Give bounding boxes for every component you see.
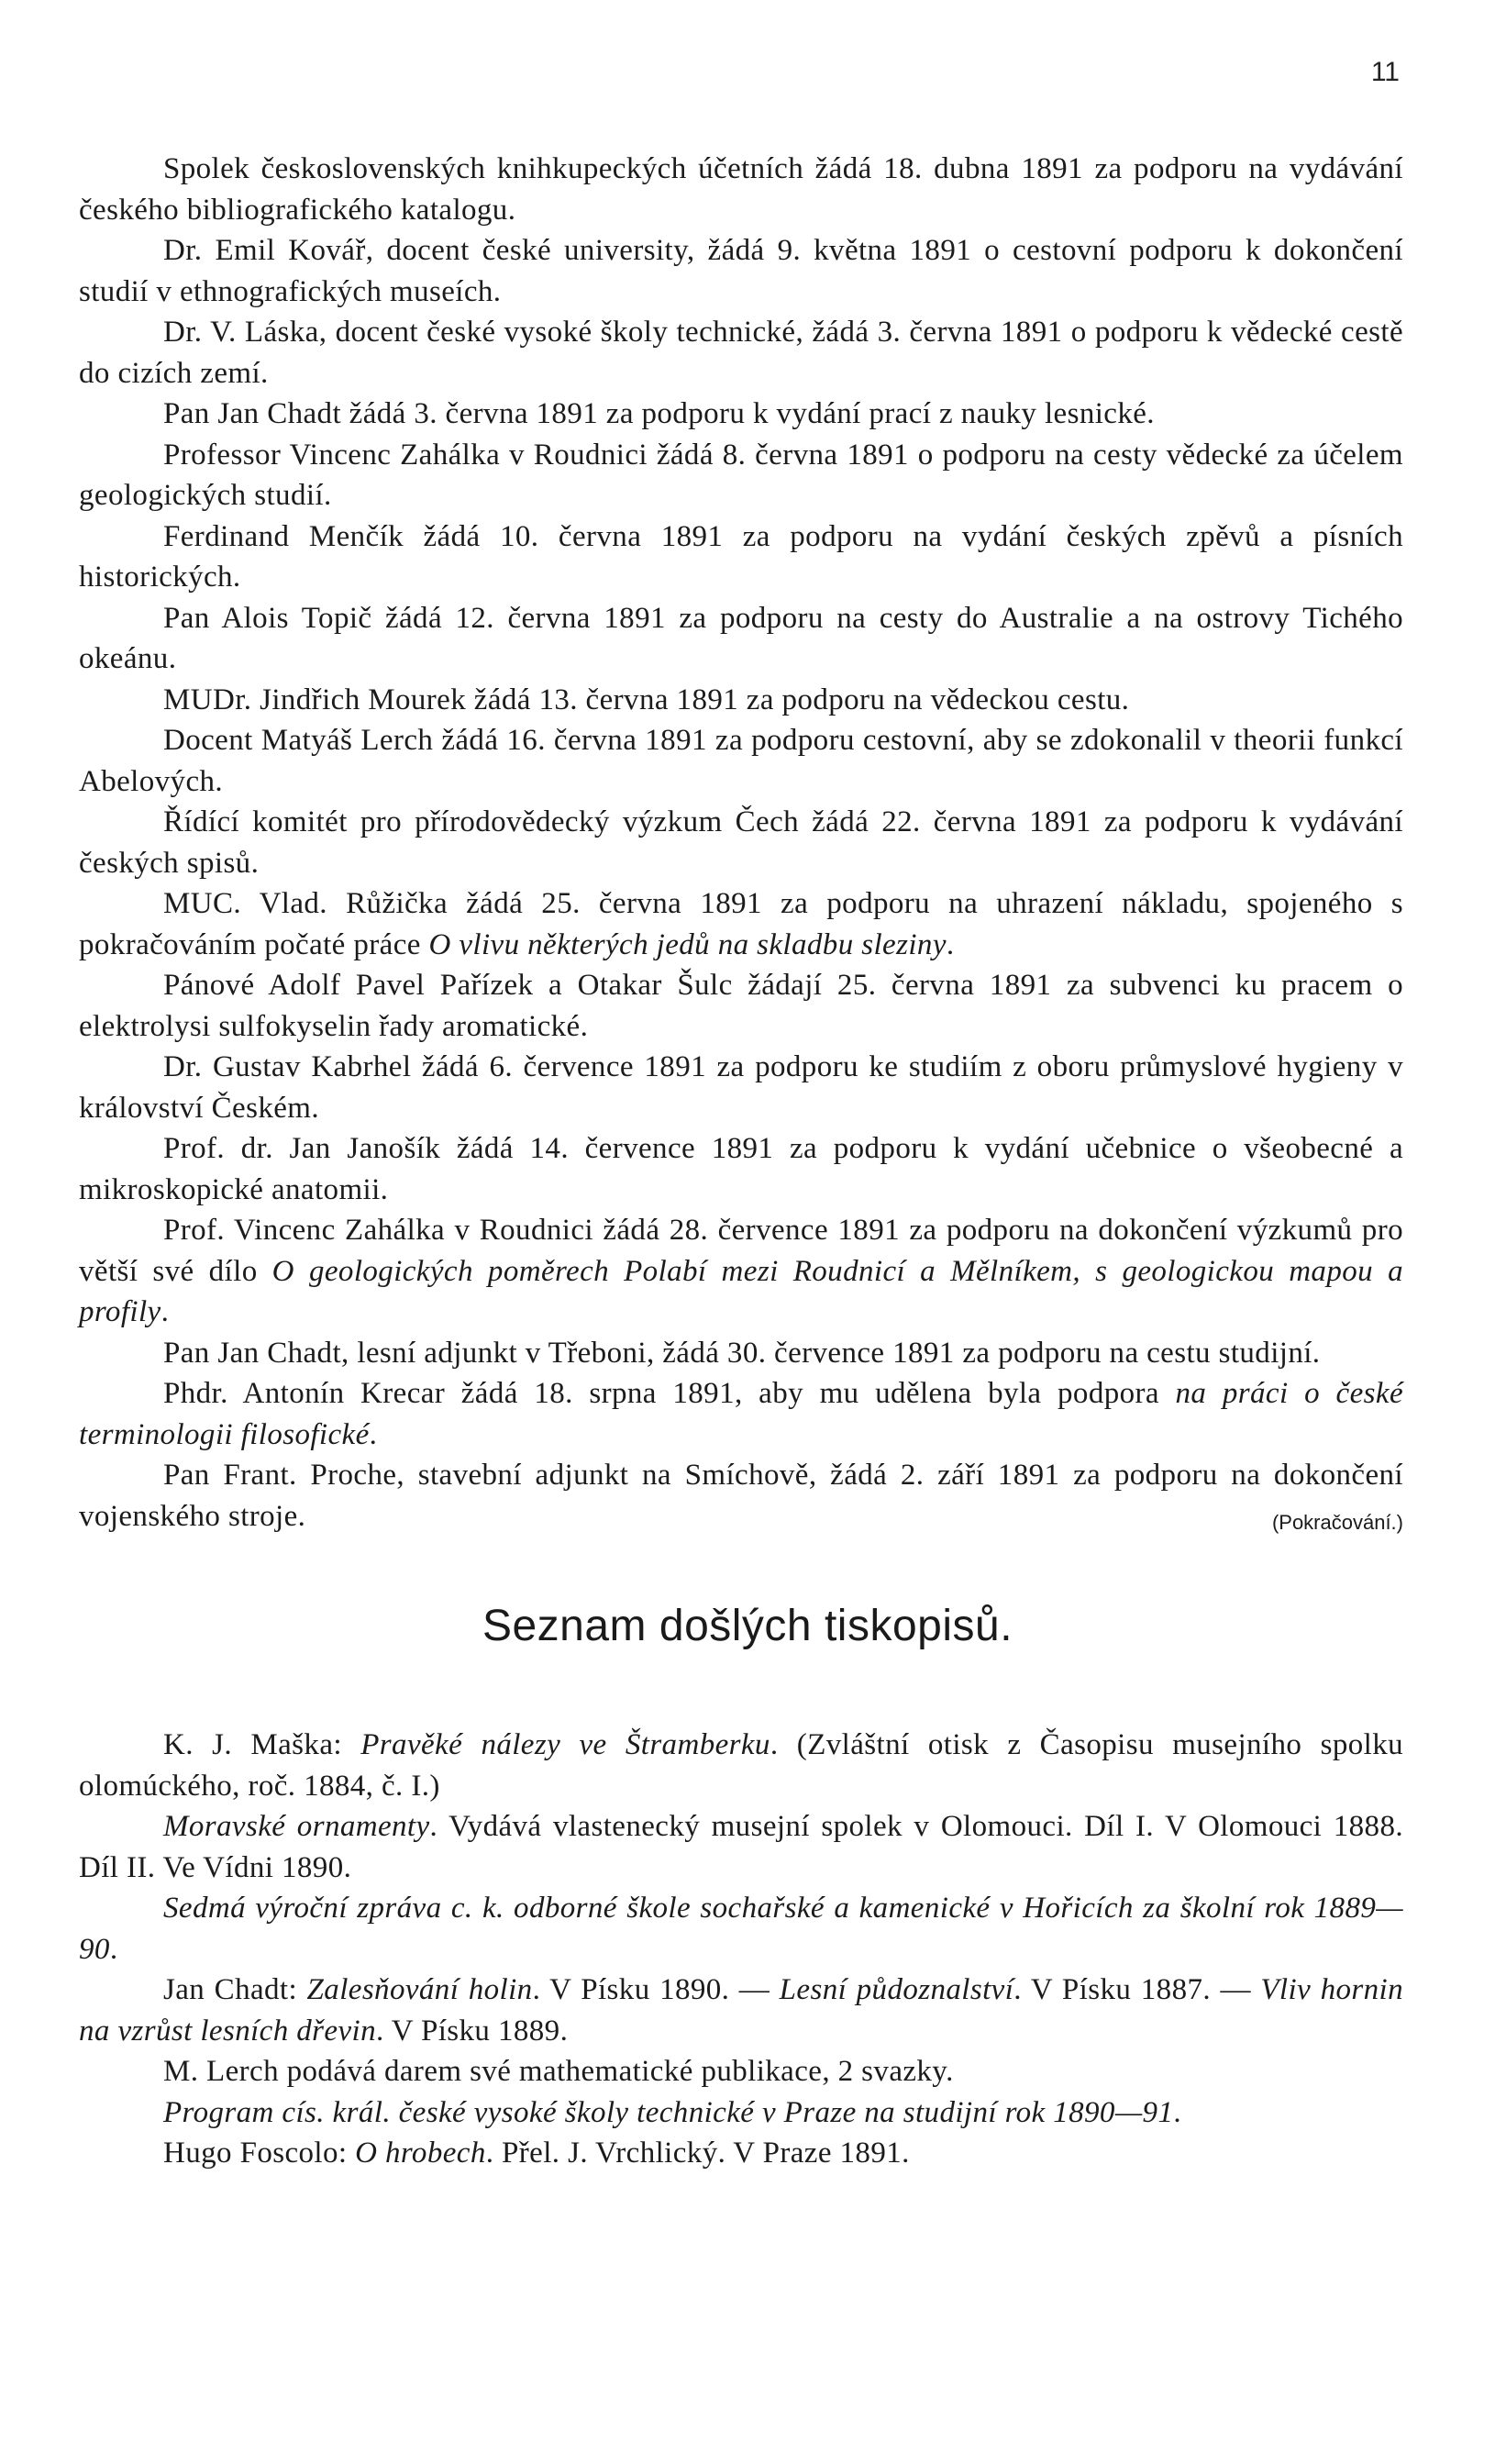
request-entry: Prof. Vincenc Zahálka v Roudnici žádá 28. července 1891 za podporu na dokončení výzkumů pro větší své dílo O geologických poměrech Polabí mezi Roudnicí a Mělníkem, s geologickou mapou a profily.	[79, 1214, 1403, 1328]
request-entry: Pan Alois Topič žádá 12. června 1891 za podporu na cesty do Australie a na ostrovy Tichého okeánu.	[79, 601, 1403, 675]
publication-entry: Hugo Foscolo: O hrobech. Přel. J. Vrchlický. V Praze 1891.	[163, 2137, 910, 2170]
request-entry: Pan Jan Chadt žádá 3. června 1891 za podporu k vydání prací z nauky lesnické.	[163, 397, 1155, 430]
request-entry: Pánové Adolf Pavel Pařízek a Otakar Šulc žádají 25. června 1891 za subvenci ku pracem o elektrolysi sulfokyselin řady aromatické.	[79, 969, 1403, 1043]
request-entry: Řídící komitét pro přírodovědecký výzkum Čech žádá 22. června 1891 za podporu k vydávání českých spisů.	[79, 805, 1403, 880]
publication-entry: Jan Chadt: Zalesňování holin. V Písku 1890. — Lesní půdoznalství. V Písku 1887. — Vliv hornin na vzrůst lesních dřevin. V Písku 1889.	[79, 1973, 1404, 2048]
publication-entry: Moravské ornamenty. Vydává vlastenecký musejní spolek v Olomouci. Díl I. V Olomouci 1888. Díl II. Ve Vídni 1890.	[79, 1810, 1403, 1884]
request-entry: MUC. Vlad. Růžička žádá 25. června 1891 za podporu na uhrazení nákladu, spojeného s pokračováním počaté práce O vlivu některých jedů na skladbu sleziny.	[79, 887, 1403, 961]
request-entry: Docent Matyáš Lerch žádá 16. června 1891 za podporu cestovní, aby se zdokonalil v theorii funkcí Abelových.	[79, 724, 1403, 798]
request-entry: Pan Jan Chadt, lesní adjunkt v Třeboni, žádá 30. července 1891 za podporu na cestu studijní.	[163, 1336, 1321, 1370]
requests-list	[79, 149, 1403, 1537]
publication-entry: M. Lerch podává darem své mathematické publikace, 2 svazky.	[163, 2055, 954, 2088]
request-entry: Dr. Emil Kovář, docent české university, žádá 9. května 1891 o cestovní podporu k dokončení studií v ethnografických museích.	[79, 234, 1403, 308]
publications-list	[79, 1725, 1403, 2174]
request-entry: Spolek československých knihkupeckých účetních žádá 18. dubna 1891 za podporu na vydávání českého bibliografického katalogu.	[79, 152, 1403, 227]
publication-entry: K. J. Maška: Pravěké nálezy ve Štramberku. (Zvláštní otisk z Časopisu musejního spolku olomúckého, roč. 1884, č. I.)	[79, 1728, 1404, 1803]
request-entry: MUDr. Jindřich Mourek žádá 13. června 1891 za podporu na vědeckou cestu.	[163, 683, 1130, 716]
request-entry: Prof. dr. Jan Janošík žádá 14. července 1891 za podporu k vydání učebnice o všeobecné a mikroskopické anatomii.	[79, 1132, 1403, 1206]
publication-entry: Sedmá výroční zpráva c. k. odborné škole sochařské a kamenické v Hořicích za školní rok 1889—90.	[79, 1892, 1403, 1966]
page-number: 11	[1370, 57, 1400, 87]
request-entry: Dr. Gustav Kabrhel žádá 6. července 1891 za podporu ke studiím z oboru průmyslové hygieny v království Českém.	[79, 1050, 1403, 1125]
request-entry: Professor Vincenc Zahálka v Roudnici žádá 8. června 1891 o podporu na cesty vědecké za účelem geologických studií.	[79, 438, 1403, 512]
request-entry: Phdr. Antonín Krecar žádá 18. srpna 1891, aby mu udělena byla podpora na práci o české terminologii filosofické.	[79, 1377, 1403, 1451]
request-entry: Dr. V. Láska, docent české vysoké školy technické, žádá 3. června 1891 o podporu k vědecké cestě do cizích zemí.	[79, 316, 1403, 390]
continued-note: (Pokračování.)	[1271, 1511, 1403, 1534]
request-entry: Pan Frant. Proche, stavební adjunkt na Smíchově, žádá 2. září 1891 za podporu na dokončení vojenského stroje.	[79, 1459, 1403, 1533]
request-entry: Ferdinand Menčík žádá 10. června 1891 za podporu na vydání českých zpěvů a písních historických.	[79, 519, 1403, 594]
section-title: Seznam došlých tiskopisů.	[482, 1602, 1013, 1650]
publication-entry: Program cís. král. české vysoké školy technické v Praze na studijní rok 1890—91.	[163, 2095, 1182, 2129]
